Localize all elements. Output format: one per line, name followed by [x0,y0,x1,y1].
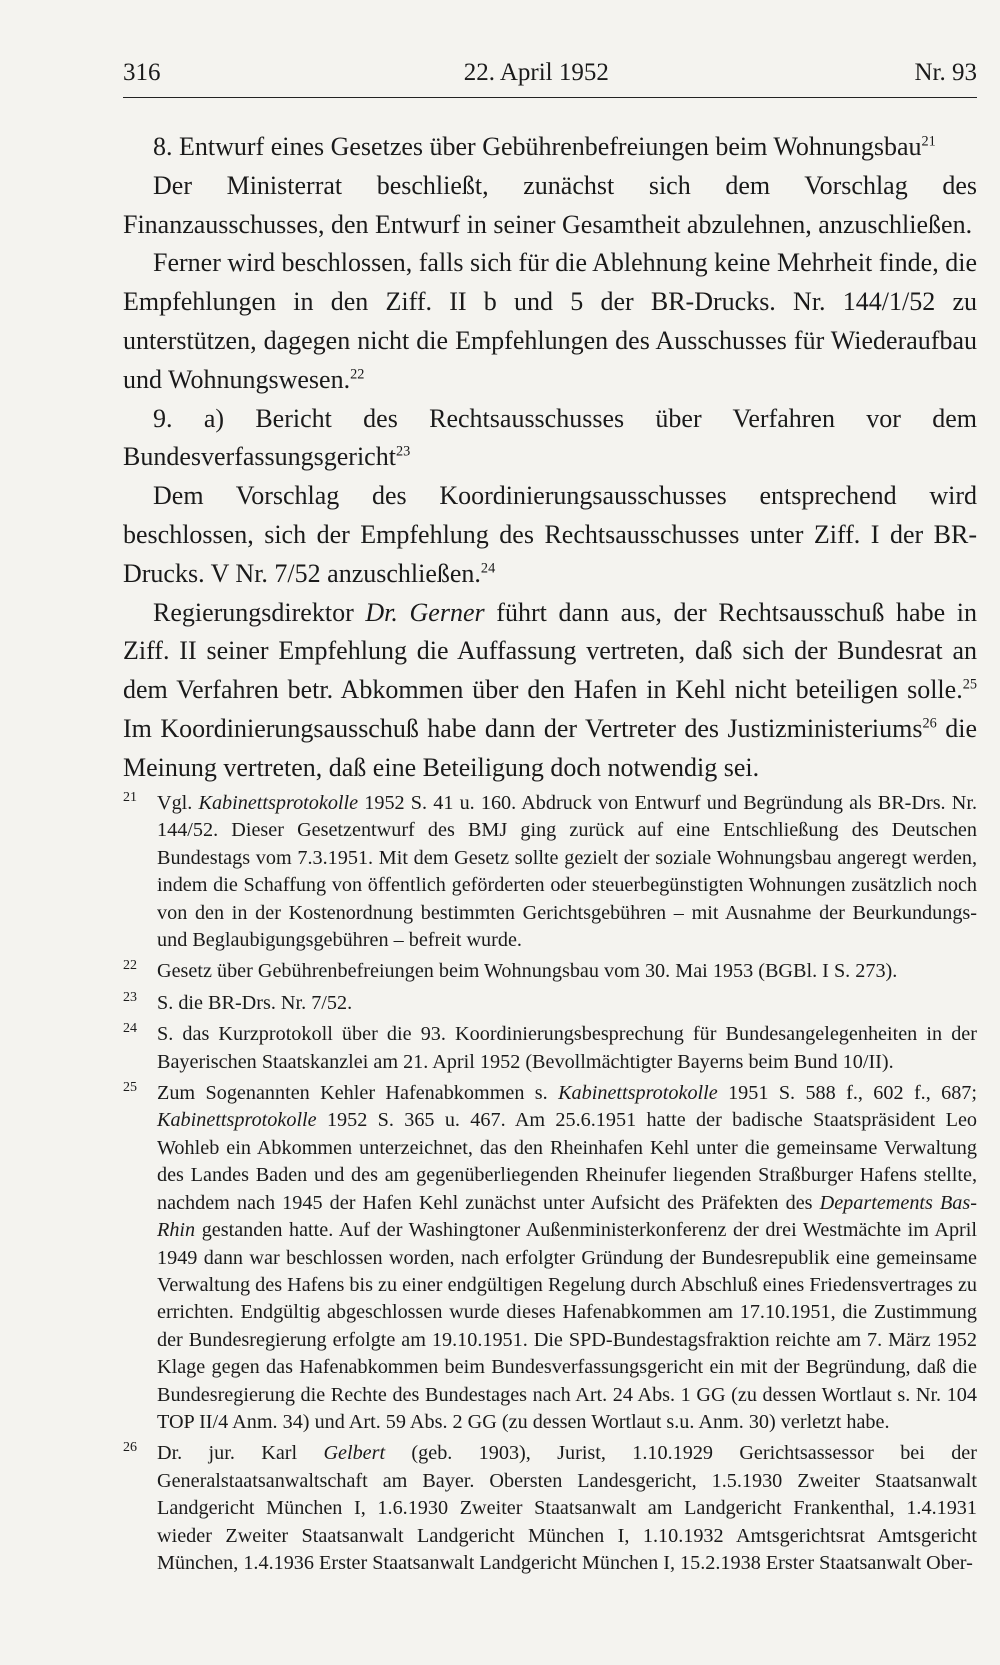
main-text [123,128,977,788]
item-8-heading: 8. Entwurf eines Gesetzes über Gebührenbefreiungen beim Wohnungsbau$^{21}$ [153,132,936,161]
header-date: 22. April 1952 [463,59,609,86]
footnote-text: Gesetz über Gebührenbefreiungen beim Wohnungsbau vom 30. Mai 1953 (BGBl. I S. 273). [157,960,898,983]
item-8-paragraph-2: Ferner wird beschlossen, falls sich für die Ablehnung keine Mehrheit finde, die Empfehlungen in den Ziff. II b und 5 der BR-Drucks. Nr. 144/1/52 zu unterstützen, dagegen nicht die Empfehlungen des Ausschusses für Wiederaufbau und Wohnungswesen.$^{22}$ [123,248,977,394]
footnote-26 [123,1440,977,1577]
footnote-ref-23: 23 [395,443,411,460]
footnote-text: S. die BR-Drs. Nr. 7/52. [157,991,353,1014]
footnote-text: Vgl. Kabinettsprotokolle 1952 S. 41 u. 160. Abdruck von Entwurf und Begründung als BR-Drs. Nr. 144/52. Dieser Gesetzentwurf des BMJ ging zurück auf eine Entschließung des Deutschen Bundestags vom 7.3.1951. Mit dem Gesetz sollte gezielt der soziale Wohnungsbau angeregt werden, indem die Schaffung von öffentlich geförderten oder steuerbegünstigten Wohnungen zusätzlich noch von den in der Kostenordnung bestimmten Gerichtsgebühren – mit Ausnahme der Beurkundungs- und Beglaubigungsgebühren – befreit wurde. [157,792,977,952]
item-9-heading: 9. a) Bericht des Rechtsausschusses über Verfahren vor dem Bundesverfassungsgericht$^{23}$ [123,403,977,472]
person-name-gerner: Dr. Gerner [365,597,485,627]
footnote-number: 21 [123,790,137,805]
footnote-number: 26 [123,1440,137,1456]
footnote-25 [123,1080,977,1436]
person-name-gelbert: Gelbert [323,1442,386,1465]
footnote-number: 24 [123,1021,137,1037]
footnote-ref-21: 21 [921,133,936,150]
footnote-text: S. das Kurzprotokoll über die 93. Koordinierungsbesprechung für Bundesangelegenheiten in der Bayerischen Staatskanzlei am 21. April 1952 (Bevollmächtigter Bayerns beim Bund 10/II). [157,1023,977,1073]
document-number: Nr. 93 [914,59,977,86]
footnote-24 [123,1021,977,1076]
footnote-number: 22 [123,958,137,974]
footnote-ref-22: 22 [350,366,365,383]
footnote-number: 23 [123,989,137,1005]
footnote-text: Dr. jur. Karl Gelbert (geb. 1903), Jurist, 1.10.1929 Gerichtsassessor bei der Generalstaatsanwaltschaft am Bayer. Obersten Landesgericht, 1.5.1930 Zweiter Staatsanwalt Landgericht München I, 1.6.1930 Zweiter Staatsanwalt am Landgericht Frankenthal, 1.4.1931 wieder Zweiter Staatsanwalt Landgericht München I, 1.10.1932 Amtsgerichtsrat Amtsgericht München, 1.4.1936 Erster Staatsanwalt Landgericht München I, 15.2.1938 Erster Staatsanwalt Ober- [157,1442,977,1574]
footnotes-section [123,790,977,1581]
footnote-21 [123,790,977,954]
item-8-paragraph-1: Der Ministerrat beschließt, zunächst sich dem Vorschlag des Finanzausschusses, den Entwurf in seiner Gesamtheit abzulehnen, anzuschließen. [123,170,977,239]
footnote-23 [123,990,977,1017]
item-9-paragraph-1: Dem Vorschlag des Koordinierungsausschusses entsprechend wird beschlossen, sich der Empfehlung des Rechtsausschusses unter Ziff. I der BR-Drucks. V Nr. 7/52 anzuschließen.$^{24}$ [123,481,977,588]
footnote-ref-25: 25 [962,676,977,693]
footnote-text: Zum Sogenannten Kehler Hafenabkommen s. Kabinettsprotokolle 1951 S. 588 f., 602 f., 687; Kabinettsprotokolle 1952 S. 365 u. 467. Am 25.6.1951 hatte der badische Staatspräsident Leo Wohleb ein Abkommen unterzeichnet, das den Rheinhafen Kehl unter die gemeinsame Verwaltung des Landes Baden und des am gegenüberliegenden Rheinufer liegenden Straßburger Hafens stellte, nachdem nach 1945 der Hafen Kehl zunächst unter Aufsicht des Präfekten des Departements Bas-Rhin gestanden hatte. Auf der Washingtoner Außenministerkonferenz der drei Westmächte im April 1949 dann war beschlossen worden, nach erfolgter Gründung der Bundesrepublik eine gemeinsame Verwaltung des Hafens bis zu einer endgültigen Regelung durch Abschluß eines Friedensvertrages zu errichten. Endgültig abgeschlossen wurde dieses Hafenabkommen am 17.10.1951, die Zustimmung der Bundesregierung erfolgte am 19.10.1951. Die SPD-Bundestagsfraktion reichte am 7. März 1952 Klage gegen das Hafenabkommen beim Bundesverfassungsgericht ein mit der Begründung, daß die Bundesregierung die Rechte des Bundestages nach Art. 24 Abs. 1 GG (zu dessen Wortlaut s. Nr. 104 TOP II/4 Anm. 34) und Art. 59 Abs. 2 GG (zu dessen Wortlaut s.u. Anm. 30) verletzt habe. [157,1082,978,1433]
page-number: 316 [123,59,161,86]
footnote-number: 25 [123,1080,137,1096]
running-header [123,60,977,98]
item-9-paragraph-2: Regierungsdirektor Dr. Gerner führt dann aus, der Rechtsausschuß habe in Ziff. II seiner Empfehlung die Auffassung vertreten, daß sich der Bundesrat an dem Verfahren betr. Abkommen über den Hafen in Kehl nicht beteiligen solle.$^{25}$ Im Koordinierungsausschuß habe dann der Vertreter des Justizministeriums$^{26}$ die Meinung vertreten, daß eine Beteiligung doch notwendig sei. [123,597,977,782]
footnote-ref-26: 26 [922,715,937,732]
footnote-ref-24: 24 [480,560,496,577]
footnote-22 [123,958,977,985]
